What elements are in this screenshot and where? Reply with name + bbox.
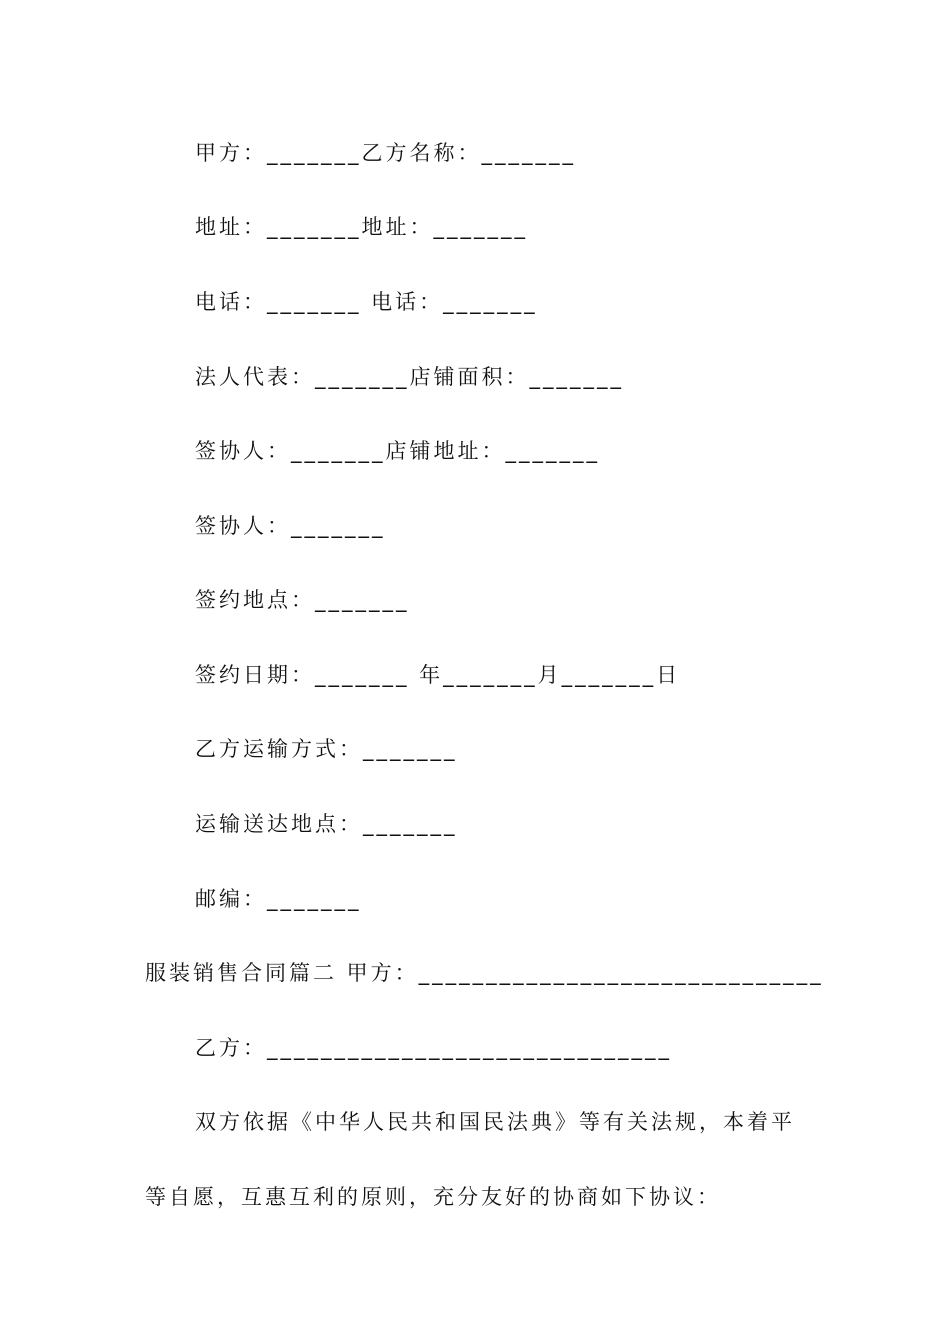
signatory-line: 签协人：_______ [195, 514, 386, 538]
agreement-paragraph-line-2: 等自愿，互惠互利的原则，充分友好的协商如下协议： [145, 1185, 721, 1209]
phone-line: 电话：_______ 电话：_______ [195, 290, 538, 314]
signing-place-line: 签约地点：_______ [195, 588, 410, 612]
signing-date-line: 签约日期：_______ 年_______月_______日 [195, 663, 681, 687]
address-line: 地址：_______地址：_______ [195, 215, 528, 239]
party-a-line: 甲方：_______乙方名称：_______ [195, 141, 576, 165]
agreement-paragraph-line-1: 双方依据《中华人民共和国民法典》等有关法规，本着平 [195, 1110, 795, 1134]
section-heading-line: 服装销售合同篇二 甲方：______________________________ [145, 961, 824, 985]
signatory-store-address-line: 签协人：_______店铺地址：_______ [195, 439, 600, 463]
party-b-line: 乙方：______________________________ [195, 1036, 672, 1060]
transport-method-line: 乙方运输方式：_______ [195, 737, 458, 761]
postcode-line: 邮编：_______ [195, 887, 362, 911]
delivery-place-line: 运输送达地点：_______ [195, 812, 458, 836]
legal-rep-line: 法人代表：_______店铺面积：_______ [195, 365, 624, 389]
